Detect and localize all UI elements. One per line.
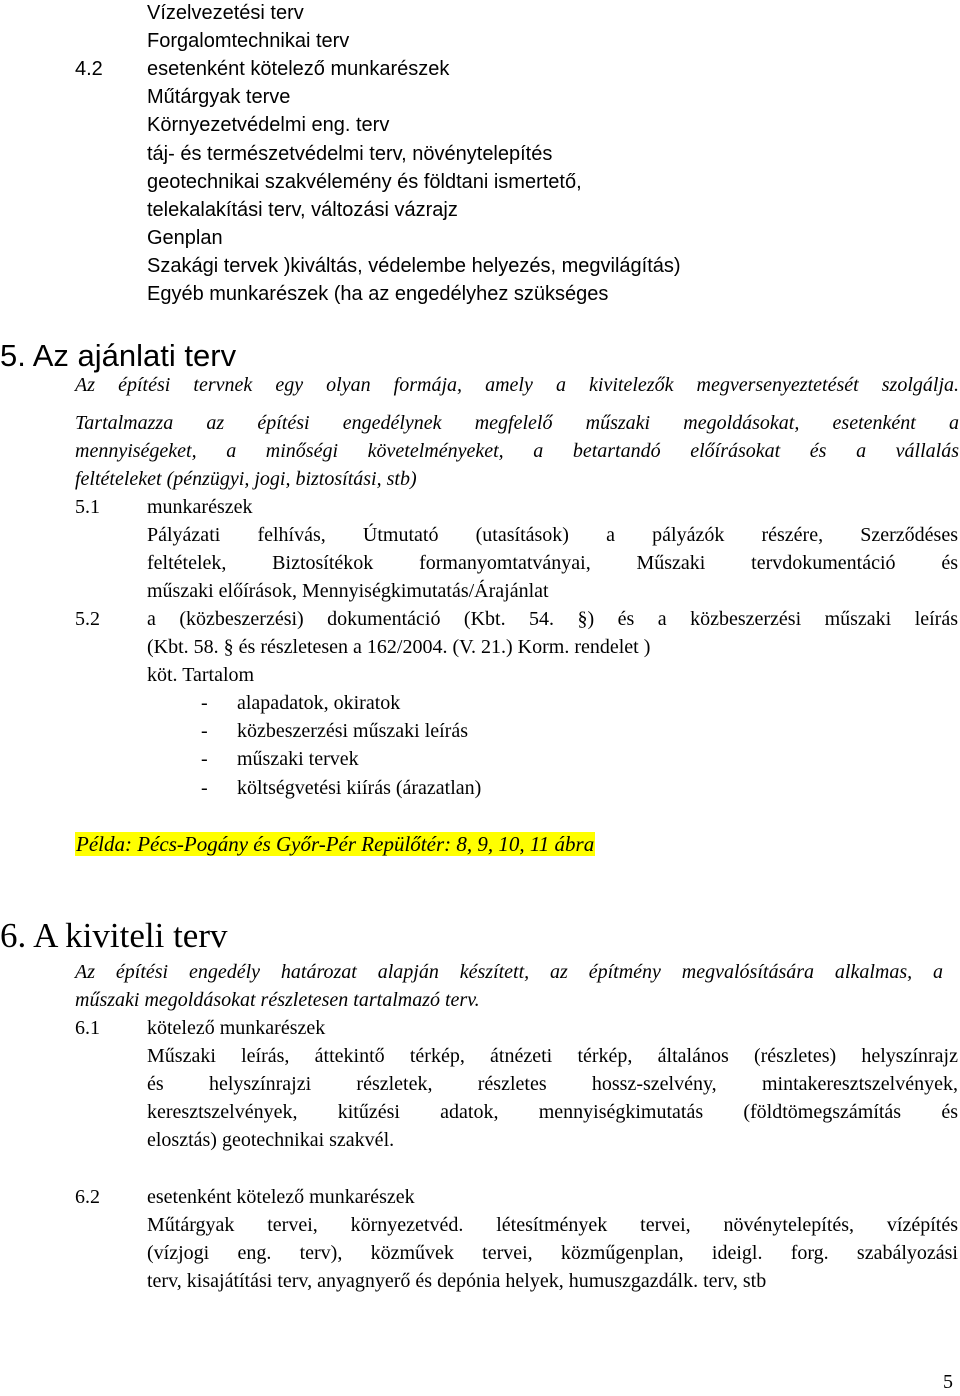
list-item-forgalomtechnikai: Forgalomtechnikai terv: [147, 30, 350, 52]
section-6-1-line3: keresztszelvények, kitűzési adatok, mennyiségkimutatás (földtömegszámítás és: [147, 1101, 958, 1123]
section-5-desc-line4: feltételeket (pénzügyi, jogi, biztosítási, stb): [75, 468, 417, 490]
bullet-dash: -: [201, 748, 208, 770]
list-item-kornyezetvedelmi: Környezetvédelmi eng. terv: [147, 114, 390, 136]
section-5-2-line1: a (közbeszerzési) dokumentáció (Kbt. 54. §) és a közbeszerzési műszaki leírás: [147, 608, 958, 630]
example-highlight: [75, 830, 595, 859]
bullet-item: alapadatok, okiratok: [237, 692, 401, 714]
bullet-dash: -: [201, 720, 208, 742]
bullet-item: műszaki tervek: [237, 748, 359, 770]
section-6-heading: 6. A kiviteli terv: [0, 916, 228, 955]
section-6-2-line1: Műtárgyak tervei, környezetvéd. létesítmények tervei, növénytelepítés, vízépítés: [147, 1214, 958, 1236]
list-item-taj: táj- és természetvédelmi terv, növénytelepítés: [147, 143, 553, 165]
section-6-1-line4: elosztás) geotechnikai szakvél.: [147, 1129, 395, 1151]
section-5-desc-line2: Tartalmazza az építési engedélynek megfelelő műszaki megoldásokat, esetenként a: [75, 412, 959, 434]
section-6-1-number: 6.1: [75, 1017, 100, 1039]
section-6-2-line3: terv, kisajátítási terv, anyagnyerő és depónia helyek, humuszgazdálk. terv, stb: [147, 1270, 767, 1292]
section-5-2-line3: köt. Tartalom: [147, 664, 255, 686]
section-5-heading: 5. Az ajánlati terv: [0, 338, 237, 373]
bullet-item: költségvetési kiírás (árazatlan): [237, 777, 482, 799]
section-5-desc-line1: Az építési tervnek egy olyan formája, amely a kivitelezők megversenyeztetését szolgálja.: [75, 374, 959, 396]
section-6-1-title: kötelező munkarészek: [147, 1017, 326, 1039]
section-5-1-line3: műszaki előírások, Mennyiségkimutatás/Árajánlat: [147, 580, 549, 602]
section-6-2-title: esetenként kötelező munkarészek: [147, 1186, 415, 1208]
section-4-2-title: esetenként kötelező munkarészek: [147, 58, 450, 80]
section-5-1-title: munkarészek: [147, 496, 253, 518]
section-5-1-line2: feltételek, Biztosítékok formanyomtatványai, Műszaki tervdokumentáció és: [147, 552, 958, 574]
section-5-desc-line3: mennyiségeket, a minőségi követelményeket, a betartandó előírásokat és a vállalás: [75, 440, 959, 462]
bullet-dash: -: [201, 777, 208, 799]
section-5-2-line2: (Kbt. 58. § és részletesen a 162/2004. (V. 21.) Korm. rendelet ): [147, 636, 651, 658]
bullet-item: közbeszerzési műszaki leírás: [237, 720, 469, 742]
bullet-dash: -: [201, 692, 208, 714]
list-item-genplan: Genplan: [147, 227, 223, 249]
example-text: Példa: Pécs-Pogány és Győr-Pér Repülőtér: 8, 9, 10, 11 ábra: [76, 832, 595, 856]
list-item-telekalakitasi: telekalakítási terv, változási vázrajz: [147, 199, 458, 221]
section-5-2-number: 5.2: [75, 608, 100, 630]
list-item-vizelvezetesi: Vízelvezetési terv: [147, 2, 304, 24]
section-6-1-line2: és helyszínrajzi részletek, részletes hossz-szelvény, mintakeresztszelvények,: [147, 1073, 958, 1095]
list-item-egyeb: Egyéb munkarészek (ha az engedélyhez szükséges: [147, 283, 609, 305]
list-item-geotechnikai: geotechnikai szakvélemény és földtani ismertető,: [147, 171, 582, 193]
page-number: 5: [943, 1371, 953, 1393]
section-6-1-line1: Műszaki leírás, áttekintő térkép, átnézeti térkép, általános (részletes) helyszínrajz: [147, 1045, 958, 1067]
section-6-2-line2: (vízjogi eng. terv), közművek tervei, közműgenplan, ideigl. forg. szabályozási: [147, 1242, 958, 1264]
list-item-mutargyak: Műtárgyak terve: [147, 86, 291, 108]
section-5-1-number: 5.1: [75, 496, 100, 518]
section-6-desc-line2: műszaki megoldásokat részletesen tartalmazó terv.: [75, 989, 480, 1011]
section-5-1-line1: Pályázati felhívás, Útmutató (utasítások) a pályázók részére, Szerződéses: [147, 524, 958, 546]
section-4-2-number: 4.2: [75, 58, 103, 80]
section-6-2-number: 6.2: [75, 1186, 100, 1208]
section-6-desc-line1: Az építési engedély határozat alapján készített, az építmény megvalósítására alkalmas, a: [75, 961, 943, 983]
list-item-szakagi: Szakági tervek )kiváltás, védelembe helyezés, megvilágítás): [147, 255, 681, 277]
